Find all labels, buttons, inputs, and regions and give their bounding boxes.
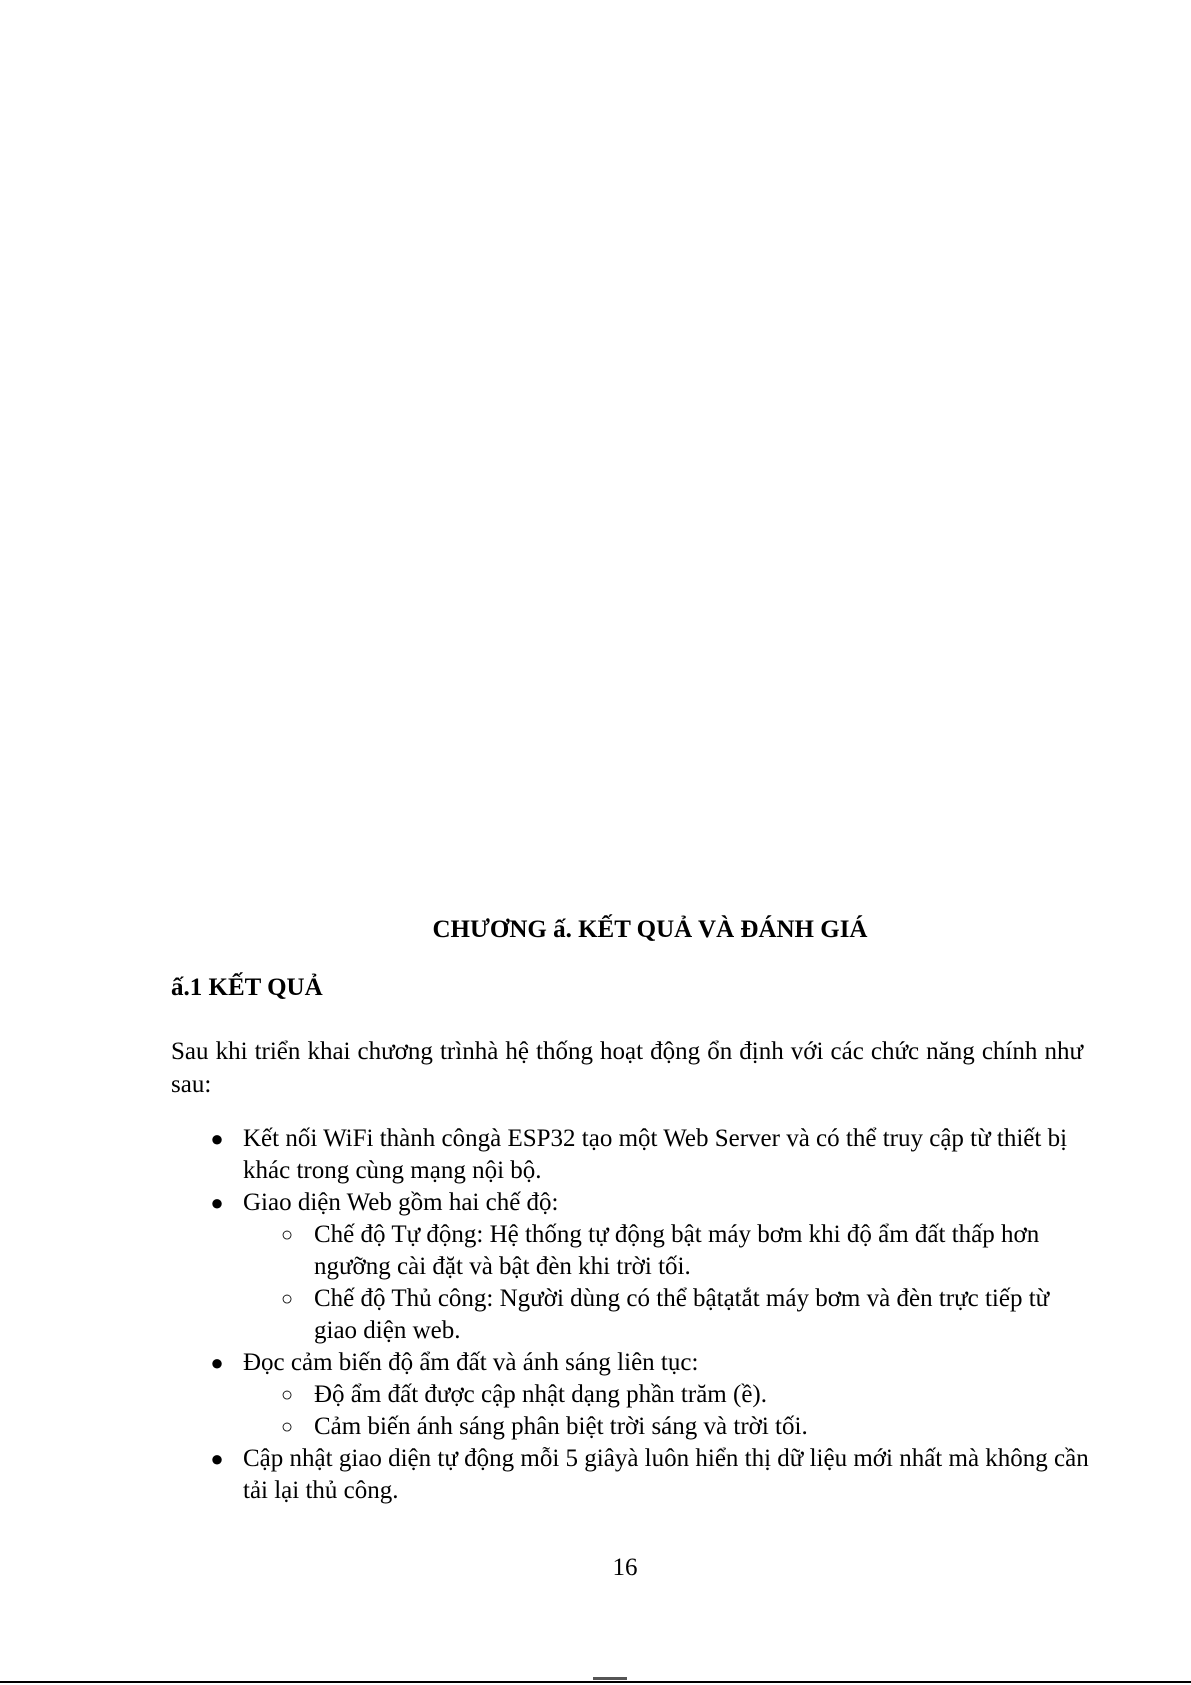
- list-item: [171, 1123, 1091, 1187]
- sub-list-item: [171, 1283, 1091, 1347]
- sub-list-item-text: Độ ẩm đất được cập nhật dạng phần trăm (ề).: [314, 1381, 767, 1408]
- footer-rule: [0, 1681, 1191, 1683]
- sub-list-item: [171, 1411, 1091, 1443]
- result-list: [171, 1123, 1091, 1507]
- sub-list-item: [171, 1379, 1091, 1411]
- list-item: [171, 1187, 1091, 1219]
- sub-list-item-text: Chế độ Tự động: Hệ thống tự động bật máy bơm khi độ ẩm đất thấp hơn ngưỡng cài đặt và bật đèn khi trời tối.: [314, 1221, 1040, 1280]
- bullet-icon: ●: [210, 1190, 224, 1215]
- page-number: 16: [612, 1554, 638, 1581]
- bullet-icon: ●: [210, 1350, 224, 1375]
- sub-list-item: [171, 1219, 1091, 1283]
- list-item-text: Đọc cảm biến độ ẩm đất và ánh sáng liên tục:: [243, 1349, 699, 1376]
- chapter-title: CHƯƠNG ấ. KẾT QUẢ VÀ ĐÁNH GIÁ: [432, 916, 868, 943]
- circle-bullet-icon: ○: [280, 1416, 294, 1438]
- sub-list-item-text: Cảm biến ánh sáng phân biệt trời sáng và trời tối.: [314, 1413, 808, 1440]
- list-item-text: Kết nối WiFi thành côngà ESP32 tạo một Web Server và có thể truy cập từ thiết bị khác trong cùng mạng nội bộ.: [243, 1125, 1068, 1184]
- bullet-icon: ●: [210, 1126, 224, 1151]
- circle-bullet-icon: ○: [280, 1384, 294, 1406]
- sub-list-item-text: Chế độ Thủ công: Người dùng có thể bậtạtắt máy bơm và đèn trực tiếp từ giao diện web.: [314, 1285, 1050, 1344]
- footer-mark: [593, 1677, 627, 1680]
- section-heading: ấ.1 KẾT QUẢ: [171, 974, 323, 1001]
- bullet-icon: ●: [210, 1446, 224, 1471]
- list-item-text: Cập nhật giao diện tự động mỗi 5 giâyà luôn hiển thị dữ liệu mới nhất mà không cần tải lại thủ công.: [243, 1445, 1089, 1504]
- intro-paragraph: Sau khi triển khai chương trìnhà hệ thống hoạt động ổn định với các chức năng chính như sau:: [171, 1038, 1083, 1098]
- circle-bullet-icon: ○: [280, 1224, 294, 1246]
- list-item: [171, 1347, 1091, 1379]
- list-item: [171, 1443, 1091, 1507]
- circle-bullet-icon: ○: [280, 1288, 294, 1310]
- list-item-text: Giao diện Web gồm hai chế độ:: [243, 1189, 559, 1216]
